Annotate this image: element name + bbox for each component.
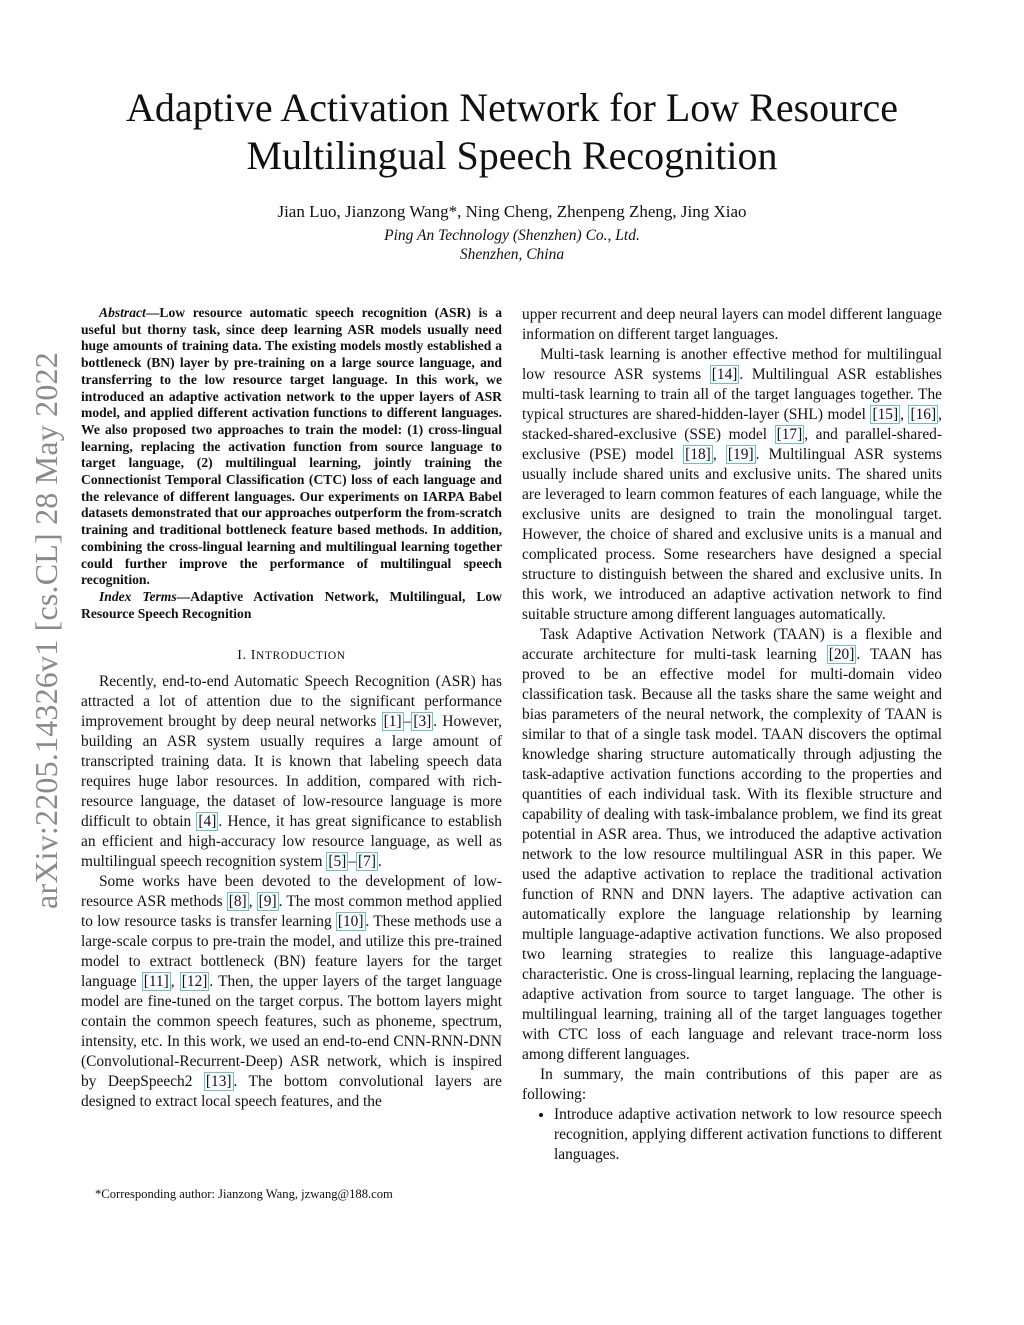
intro-paragraph-1: Recently, end-to-end Automatic Speech Recognition (ASR) has attracted a lot of attention due to the significant performance improvement brought by deep neural networks [1] – [3] . However, building an ASR system usually requires a large amount of transcripted training data. It is known that labeling speech data requires huge labor resources. In addition, compared with rich-resource language, the dataset of low-resource language is more difficult to obtain [4] . Hence, it has great significance to establish an efficient and high-accuracy low resource language, as well as multilingual speech recognition system [5] – [7] . xyxy=(81,673,502,871)
location: Shenzhen, China xyxy=(459,246,565,263)
citation-link[interactable]: [9] xyxy=(258,893,277,911)
citation-link[interactable]: [16] xyxy=(910,406,937,423)
intro-paragraph-4: Task Adaptive Activation Network (TAAN) is a flexible and accurate architecture for multi-task learning [20] . TAAN has proved to be an effective model for multi-domain video classification task. Because all the tasks share the same weight and bias parameters of the neural network, the complexity of TAAN is similar to that of a single task model. TAAN discovers the optimal knowledge sharing structure automatically through adjusting the task-adaptive activation functions according to the properties and quantities of each individual task. With its flexible structure and capability of dealing with task-imbalance problem, we find its great potential in ASR area. Thus, we introduced the adaptive activation network to the low resource multilingual ASR in this paper. We used the adaptive activation to replace the traditional activation function of RNN and DNN layers. The adaptive activation can automatically explore the language relationship by learning multiple language-adaptive activation functions. We also proposed two learning strategies to realize this language-adaptive characteristic. One is cross-lingual learning, replacing the language-adaptive activation from source to target language. The other is multilingual learning, training all of the target languages together with CTC loss of each language and relevant trace-norm loss among different languages. xyxy=(522,626,942,1063)
index-terms-text: Adaptive Activation Network, Multilingual, Low Resource Speech Recognition xyxy=(81,588,502,621)
paper-title: Adaptive Activation Network for Low Resource Multilingual Speech Recognition xyxy=(125,85,898,178)
citation-link[interactable]: [10] xyxy=(337,913,364,931)
citation-link[interactable]: [7] xyxy=(358,853,376,871)
citation-link[interactable]: [12] xyxy=(181,973,208,991)
intro-paragraph-2-continued: upper recurrent and deep neural layers can model different language information on different target languages. xyxy=(522,306,942,343)
corresponding-author-footnote: *Corresponding author: Jianzong Wang, jzwang@188.com xyxy=(95,1187,393,1201)
abstract-label: Abstract xyxy=(99,305,146,320)
index-terms-label: Index Terms xyxy=(99,588,177,604)
abstract-text: Low resource automatic speech recognition (ASR) is a useful but thorny task, since deep learning ASR models usually need huge amounts of training data. The existing models mostly established a bottleneck (BN) layer by pre-training on a large source language, and transferring to the low resource target language. In this work, we introduced an adaptive activation network to the upper layers of ASR model, and applied different activation functions to different languages. We also proposed two approaches to train the model: (1) cross-lingual learning, replacing the activation function from source language to target language, (2) multilingual learning, jointly training the Connectionist Temporal Classification (CTC) loss of each language and the relevance of different languages. Our experiments on IARPA Babel datasets demonstrated that our approaches outperform the from-scratch training and traditional bottleneck feature based methods. In addition, combining the cross-lingual learning and multilingual learning together could further improve the performance of multilingual speech recognition. xyxy=(81,305,502,588)
right-column xyxy=(522,305,942,1165)
citation-link[interactable]: [15] xyxy=(872,406,899,423)
arxiv-identifier: arXiv:2205.14326v1 [cs.CL] 28 May 2022 xyxy=(27,351,64,909)
citation-link[interactable]: [17] xyxy=(776,426,803,443)
citation-link[interactable]: [18] xyxy=(685,446,711,463)
citation-link[interactable]: [3] xyxy=(413,713,432,731)
citation-link[interactable]: [14] xyxy=(711,366,738,383)
contributions-list xyxy=(522,1105,942,1165)
author-list: Jian Luo, Jianzong Wang*, Ning Cheng, Zhenpeng Zheng, Jing Xiao xyxy=(277,202,747,221)
citation-link[interactable]: [19] xyxy=(727,446,754,463)
abstract: Abstract—Low resource automatic speech recognition (ASR) is a useful but thorny task, since deep learning ASR models usually need huge amounts of training data. The existing models mostly established a bottleneck (BN) layer by pre-training on a large source language, and transferring to the low resource target language. In this work, we introduced an adaptive activation network to the upper layers of ASR model, and applied different activation functions to different languages. We also proposed two approaches to train the model: (1) cross-lingual learning, replacing the activation function from source language to target language, (2) multilingual learning, jointly training the Connectionist Temporal Classification (CTC) loss of each language and the relevance of different languages. Our experiments on IARPA Babel datasets demonstrated that our approaches outperform the from-scratch training and traditional bottleneck feature based methods. In addition, combining the cross-lingual learning and multilingual learning together could further improve the performance of multilingual speech recognition. xyxy=(81,305,502,588)
index-terms: Index Terms—Adaptive Activation Network, Multilingual, Low Resource Speech Recognition xyxy=(81,588,502,621)
list-item: • Introduce adaptive activation network to low resource speech recognition, applying different activation functions to different languages. xyxy=(554,1105,942,1165)
citation-link[interactable]: [1] xyxy=(383,713,402,731)
citation-link[interactable]: [5] xyxy=(328,853,347,871)
intro-paragraph-3: Multi-task learning is another effective method for multilingual low resource ASR systems [14] . Multilingual ASR establishes multi-task learning to train all of the target languages together. The typical structures are shared-hidden-layer (SHL) model [15] , [16] , stacked-shared-exclusive (SSE) model [17] , and parallel-shared-exclusive (PSE) model [18] , [19] . Multilingual ASR systems usually include shared units and exclusive units. The shared units are leveraged to learn common features of each language, while the exclusive units are designed to train the monolingual target. However, the choice of shared and exclusive units is a manual and complicated process. Some researchers have designed a special structure to distinguish between the shared and exclusive units. In this work, we introduced an adaptive activation network to find suitable structure among different languages automatically. xyxy=(522,346,942,623)
citation-link[interactable]: [20] xyxy=(828,646,855,663)
citation-link[interactable]: [4] xyxy=(198,813,217,831)
intro-paragraph-2: Some works have been devoted to the development of low-resource ASR methods [8] , [9] . The most common method applied to low resource tasks is transfer learning [10] . These methods use a large-scale corpus to pre-train the model, and utilize this pre-trained model to extract bottleneck (BN) feature layers for the target language [11] , [12] . Then, the upper layers of the target language model are fine-tuned on the target corpus. The bottom layers might contain the common speech features, such as phoneme, spectrum, intensity, etc. In this work, we used an end-to-end CNN-RNN-DNN (Convolutional-Recurrent-Deep) ASR network, which is inspired by DeepSpeech2 [13] . The bottom convolutional layers are designed to extract local speech features, and the xyxy=(81,873,503,1111)
left-column xyxy=(81,305,502,1112)
citation-link[interactable]: [8] xyxy=(228,893,247,911)
intro-paragraph-5: In summary, the main contributions of this paper are as following: xyxy=(522,1066,942,1103)
affiliation: Ping An Technology (Shenzhen) Co., Ltd. xyxy=(384,227,640,244)
citation-link[interactable]: [13] xyxy=(205,1073,232,1091)
section-heading-introduction: I. INTRODUCTION xyxy=(237,648,346,664)
citation-link[interactable]: [11] xyxy=(143,973,169,991)
